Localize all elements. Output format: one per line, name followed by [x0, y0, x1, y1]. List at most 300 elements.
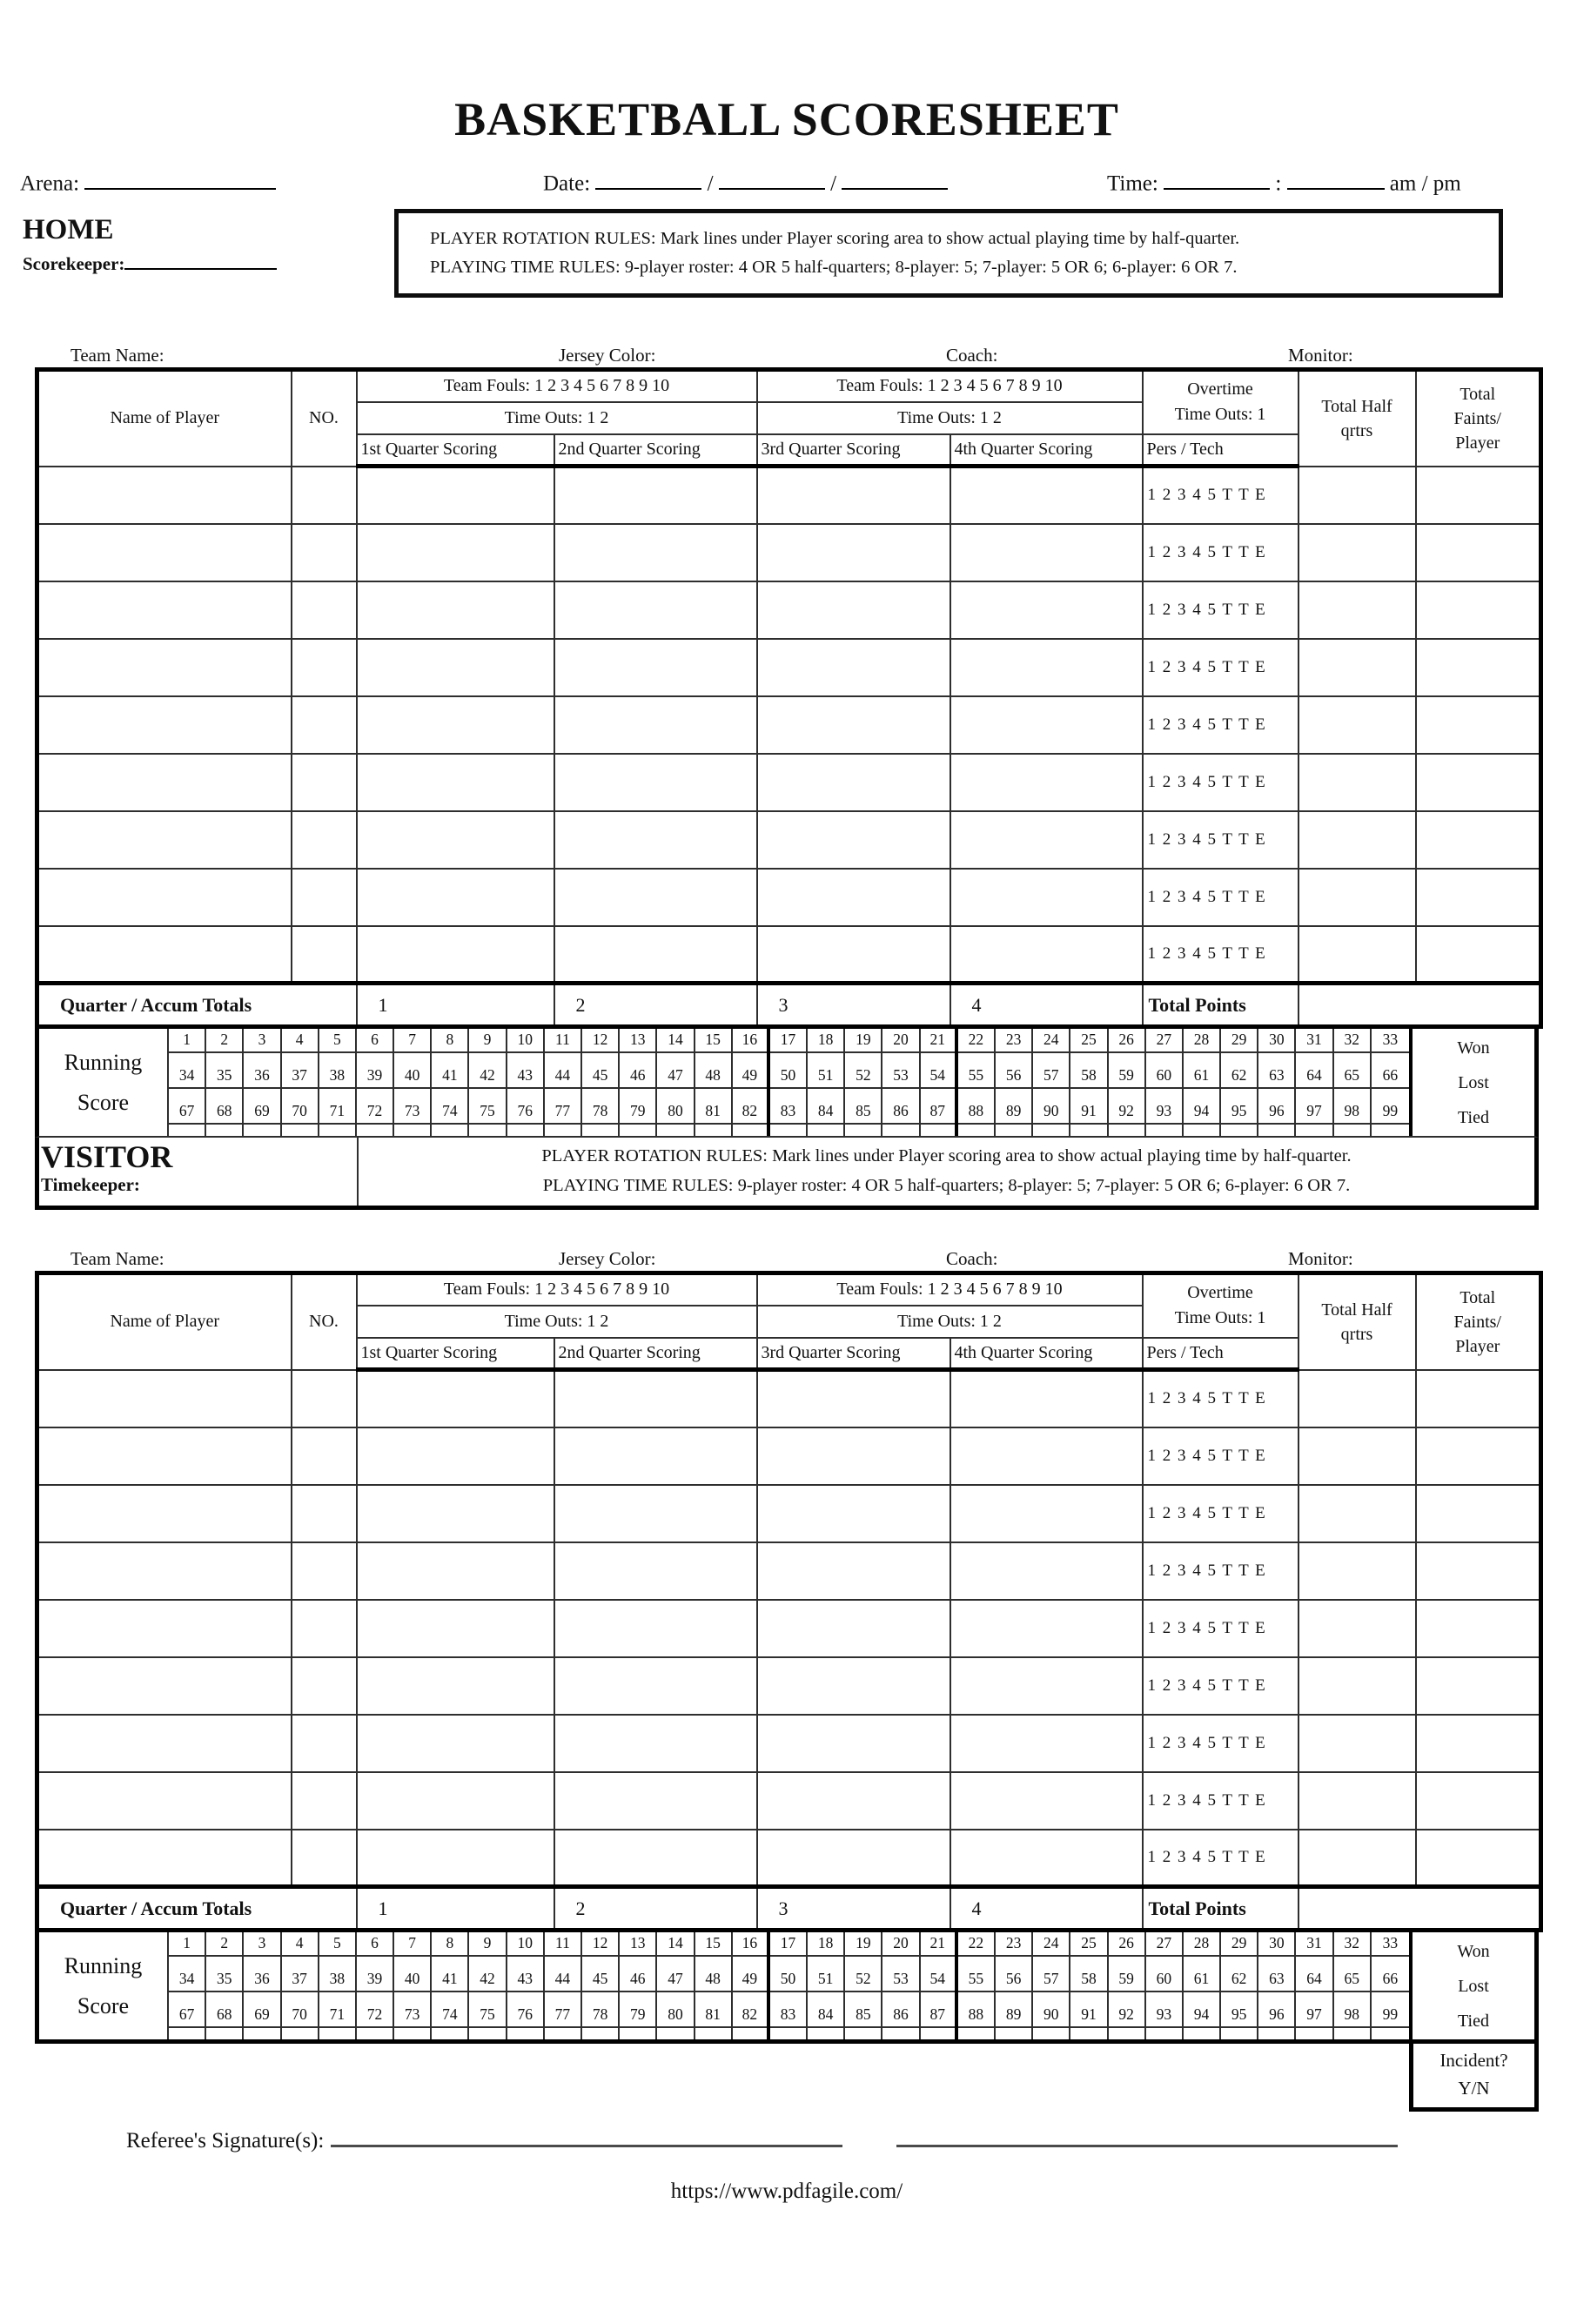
running-score-cell[interactable]: 77 [545, 2004, 582, 2039]
running-score-cell[interactable]: 2 [206, 1029, 244, 1065]
running-score-cell[interactable]: 76 [507, 1100, 545, 1136]
q4-scoring-cell[interactable] [950, 581, 1143, 639]
running-score-cell[interactable]: 27 [1146, 1932, 1184, 1968]
running-score-cell[interactable]: 48 [695, 1968, 733, 2004]
quarter-1-total-cell[interactable]: 1 [357, 1887, 554, 1931]
running-score-cell[interactable]: 31 [1296, 1932, 1333, 1968]
player-name-cell[interactable] [37, 581, 292, 639]
running-score-cell[interactable]: 91 [1070, 2004, 1108, 2039]
player-no-cell[interactable] [292, 811, 357, 869]
total-faints-cell[interactable] [1416, 1772, 1541, 1830]
running-score-cell[interactable]: 30 [1258, 1932, 1296, 1968]
running-score-cell[interactable]: 32 [1334, 1932, 1372, 1968]
total-half-cell[interactable] [1299, 581, 1416, 639]
pers-tech-cell[interactable]: 1 2 3 4 5 T T E [1143, 926, 1299, 984]
q4-scoring-cell[interactable] [950, 1830, 1143, 1887]
lost-label[interactable]: Lost [1458, 1072, 1489, 1092]
total-faints-cell[interactable] [1416, 524, 1541, 581]
player-name-cell[interactable] [37, 639, 292, 696]
q3-scoring-cell[interactable] [757, 1370, 950, 1427]
running-score-cell[interactable]: 14 [657, 1932, 695, 1968]
pers-tech-cell[interactable]: 1 2 3 4 5 T T E [1143, 639, 1299, 696]
running-score-cell[interactable]: 39 [357, 1065, 394, 1100]
running-score-cell[interactable]: 33 [1372, 1932, 1409, 1968]
q3-scoring-cell[interactable] [757, 1830, 950, 1887]
quarter-2-total-cell[interactable]: 2 [554, 1887, 757, 1931]
player-name-cell[interactable] [37, 1427, 292, 1485]
q1-scoring-cell[interactable] [357, 1600, 554, 1657]
running-score-cell[interactable]: 29 [1221, 1932, 1258, 1968]
q1-scoring-cell[interactable] [357, 1370, 554, 1427]
q2-scoring-cell[interactable] [554, 524, 757, 581]
date-month-blank[interactable] [595, 167, 701, 190]
running-score-cell[interactable]: 45 [582, 1968, 620, 2004]
running-score-cell[interactable]: 70 [282, 2004, 319, 2039]
q2-scoring-cell[interactable] [554, 1542, 757, 1600]
q1-scoring-cell[interactable] [357, 639, 554, 696]
running-score-cell[interactable]: 90 [1033, 2004, 1070, 2039]
q4-scoring-cell[interactable] [950, 811, 1143, 869]
running-score-cell[interactable]: 40 [394, 1968, 432, 2004]
running-score-cell[interactable]: 95 [1221, 2004, 1258, 2039]
total-half-cell[interactable] [1299, 1600, 1416, 1657]
incident-box[interactable] [1409, 2044, 1539, 2112]
q4-scoring-cell[interactable] [950, 1657, 1143, 1715]
running-score-cell[interactable]: 19 [845, 1932, 882, 1968]
total-faints-cell[interactable] [1416, 1657, 1541, 1715]
total-points-cell[interactable] [1299, 1887, 1541, 1931]
pers-tech-cell[interactable]: 1 2 3 4 5 T T E [1143, 1600, 1299, 1657]
running-score-cell[interactable]: 98 [1334, 1100, 1372, 1136]
q3-scoring-cell[interactable] [757, 467, 950, 524]
won-label[interactable]: Won [1457, 1038, 1490, 1058]
total-faints-cell[interactable] [1416, 754, 1541, 811]
running-score-cell[interactable]: 14 [657, 1029, 695, 1065]
q3-scoring-cell[interactable] [757, 1427, 950, 1485]
running-score-cell[interactable]: 41 [432, 1065, 469, 1100]
player-name-cell[interactable] [37, 1370, 292, 1427]
total-half-cell[interactable] [1299, 926, 1416, 984]
running-score-cell[interactable]: 47 [657, 1968, 695, 2004]
running-score-cell[interactable]: 8 [432, 1932, 469, 1968]
running-score-cell[interactable]: 61 [1184, 1065, 1221, 1100]
player-name-cell[interactable] [37, 1600, 292, 1657]
running-score-cell[interactable]: 58 [1070, 1065, 1108, 1100]
running-score-cell[interactable]: 63 [1258, 1065, 1296, 1100]
running-score-cell[interactable]: 26 [1109, 1932, 1146, 1968]
q4-scoring-cell[interactable] [950, 1772, 1143, 1830]
running-score-cell[interactable]: 66 [1372, 1065, 1409, 1100]
running-score-cell[interactable]: 23 [996, 1029, 1033, 1065]
pers-tech-cell[interactable]: 1 2 3 4 5 T T E [1143, 1542, 1299, 1600]
q3-scoring-cell[interactable] [757, 1715, 950, 1772]
player-name-cell[interactable] [37, 1715, 292, 1772]
running-score-cell[interactable]: 16 [733, 1932, 770, 1968]
running-score-cell[interactable]: 15 [695, 1932, 733, 1968]
q4-scoring-cell[interactable] [950, 869, 1143, 926]
total-points-cell[interactable] [1299, 984, 1541, 1027]
running-score-cell[interactable]: 8 [432, 1029, 469, 1065]
total-faints-cell[interactable] [1416, 639, 1541, 696]
running-score-cell[interactable]: 62 [1221, 1065, 1258, 1100]
running-score-cell[interactable]: 81 [695, 2004, 733, 2039]
running-score-cell[interactable]: 38 [319, 1968, 357, 2004]
running-score-cell[interactable]: 7 [394, 1029, 432, 1065]
running-score-cell[interactable]: 4 [282, 1029, 319, 1065]
q3-scoring-cell[interactable] [757, 869, 950, 926]
running-score-cell[interactable]: 69 [244, 2004, 281, 2039]
running-score-cell[interactable]: 46 [620, 1968, 657, 2004]
running-score-cell[interactable]: 64 [1296, 1968, 1333, 2004]
running-score-cell[interactable]: 88 [958, 1100, 996, 1136]
q1-scoring-cell[interactable] [357, 581, 554, 639]
total-half-cell[interactable] [1299, 1370, 1416, 1427]
quarter-4-total-cell[interactable]: 4 [950, 984, 1143, 1027]
player-no-cell[interactable] [292, 926, 357, 984]
player-name-cell[interactable] [37, 467, 292, 524]
q3-scoring-cell[interactable] [757, 926, 950, 984]
running-score-cell[interactable]: 60 [1146, 1968, 1184, 2004]
q2-scoring-cell[interactable] [554, 1370, 757, 1427]
player-no-cell[interactable] [292, 696, 357, 754]
running-score-cell[interactable]: 86 [882, 2004, 920, 2039]
running-score-cell[interactable]: 25 [1070, 1932, 1108, 1968]
pers-tech-cell[interactable]: 1 2 3 4 5 T T E [1143, 524, 1299, 581]
running-score-cell[interactable]: 55 [958, 1968, 996, 2004]
running-score-cell[interactable]: 59 [1109, 1968, 1146, 2004]
running-score-cell[interactable]: 10 [507, 1932, 545, 1968]
running-score-cell[interactable]: 34 [169, 1968, 206, 2004]
date-year-blank[interactable] [842, 167, 948, 190]
running-score-cell[interactable]: 11 [545, 1029, 582, 1065]
running-score-cell[interactable]: 53 [882, 1968, 920, 2004]
running-score-cell[interactable]: 93 [1146, 1100, 1184, 1136]
q4-scoring-cell[interactable] [950, 467, 1143, 524]
q4-scoring-cell[interactable] [950, 639, 1143, 696]
running-score-cell[interactable]: 84 [808, 1100, 845, 1136]
total-half-cell[interactable] [1299, 754, 1416, 811]
q4-scoring-cell[interactable] [950, 1542, 1143, 1600]
player-no-cell[interactable] [292, 869, 357, 926]
running-score-cell[interactable]: 68 [206, 2004, 244, 2039]
running-score-cell[interactable]: 2 [206, 1932, 244, 1968]
running-score-cell[interactable]: 28 [1184, 1029, 1221, 1065]
total-half-cell[interactable] [1299, 869, 1416, 926]
q4-scoring-cell[interactable] [950, 1715, 1143, 1772]
q4-scoring-cell[interactable] [950, 524, 1143, 581]
running-score-cell[interactable]: 17 [770, 1029, 808, 1065]
scorekeeper-blank-line[interactable] [124, 251, 277, 270]
total-faints-cell[interactable] [1416, 869, 1541, 926]
running-score-cell[interactable]: 65 [1334, 1065, 1372, 1100]
player-name-cell[interactable] [37, 926, 292, 984]
running-score-cell[interactable]: 99 [1372, 1100, 1409, 1136]
running-score-cell[interactable]: 82 [733, 2004, 770, 2039]
total-half-cell[interactable] [1299, 524, 1416, 581]
running-score-cell[interactable]: 57 [1033, 1968, 1070, 2004]
total-half-cell[interactable] [1299, 1657, 1416, 1715]
q2-scoring-cell[interactable] [554, 1485, 757, 1542]
running-score-cell[interactable]: 74 [432, 1100, 469, 1136]
q1-scoring-cell[interactable] [357, 1830, 554, 1887]
q3-scoring-cell[interactable] [757, 1542, 950, 1600]
player-no-cell[interactable] [292, 754, 357, 811]
running-score-cell[interactable]: 42 [469, 1968, 507, 2004]
q3-scoring-cell[interactable] [757, 639, 950, 696]
total-faints-cell[interactable] [1416, 1370, 1541, 1427]
running-score-cell[interactable]: 93 [1146, 2004, 1184, 2039]
player-no-cell[interactable] [292, 1485, 357, 1542]
running-score-cell[interactable]: 20 [882, 1029, 920, 1065]
time-minute-blank[interactable] [1287, 167, 1385, 190]
player-no-cell[interactable] [292, 467, 357, 524]
running-score-cell[interactable]: 89 [996, 2004, 1033, 2039]
player-name-cell[interactable] [37, 1830, 292, 1887]
date-day-blank[interactable] [719, 167, 825, 190]
running-score-cell[interactable]: 85 [845, 2004, 882, 2039]
running-score-cell[interactable]: 44 [545, 1065, 582, 1100]
tied-label[interactable]: Tied [1458, 1107, 1489, 1127]
running-score-cell[interactable]: 4 [282, 1932, 319, 1968]
running-score-cell[interactable]: 85 [845, 1100, 882, 1136]
running-score-cell[interactable]: 80 [657, 1100, 695, 1136]
running-score-cell[interactable]: 98 [1334, 2004, 1372, 2039]
q2-scoring-cell[interactable] [554, 926, 757, 984]
running-score-cell[interactable]: 3 [244, 1029, 281, 1065]
running-score-cell[interactable]: 18 [808, 1029, 845, 1065]
running-score-cell[interactable]: 21 [921, 1029, 958, 1065]
q2-scoring-cell[interactable] [554, 869, 757, 926]
q3-scoring-cell[interactable] [757, 754, 950, 811]
q1-scoring-cell[interactable] [357, 524, 554, 581]
running-score-cell[interactable]: 67 [169, 2004, 206, 2039]
running-score-cell[interactable]: 25 [1070, 1029, 1108, 1065]
running-score-cell[interactable]: 44 [545, 1968, 582, 2004]
running-score-cell[interactable]: 63 [1258, 1968, 1296, 2004]
running-score-cell[interactable]: 13 [620, 1932, 657, 1968]
running-score-cell[interactable]: 92 [1109, 1100, 1146, 1136]
running-score-cell[interactable]: 40 [394, 1065, 432, 1100]
q4-scoring-cell[interactable] [950, 926, 1143, 984]
running-score-cell[interactable]: 12 [582, 1029, 620, 1065]
pers-tech-cell[interactable]: 1 2 3 4 5 T T E [1143, 869, 1299, 926]
q4-scoring-cell[interactable] [950, 754, 1143, 811]
pers-tech-cell[interactable]: 1 2 3 4 5 T T E [1143, 1657, 1299, 1715]
time-hour-blank[interactable] [1164, 167, 1270, 190]
player-no-cell[interactable] [292, 1772, 357, 1830]
running-score-cell[interactable]: 46 [620, 1065, 657, 1100]
running-score-cell[interactable]: 51 [808, 1968, 845, 2004]
player-no-cell[interactable] [292, 1542, 357, 1600]
running-score-cell[interactable]: 88 [958, 2004, 996, 2039]
running-score-cell[interactable]: 41 [432, 1968, 469, 2004]
running-score-cell[interactable]: 35 [206, 1968, 244, 2004]
running-score-cell[interactable]: 57 [1033, 1065, 1070, 1100]
total-half-cell[interactable] [1299, 1427, 1416, 1485]
pers-tech-cell[interactable]: 1 2 3 4 5 T T E [1143, 811, 1299, 869]
running-score-cell[interactable]: 71 [319, 1100, 357, 1136]
running-score-cell[interactable]: 91 [1070, 1100, 1108, 1136]
lost-label[interactable]: Lost [1458, 1976, 1489, 1996]
quarter-3-total-cell[interactable]: 3 [757, 984, 950, 1027]
running-score-cell[interactable]: 80 [657, 2004, 695, 2039]
running-score-cell[interactable]: 22 [958, 1029, 996, 1065]
running-score-cell[interactable]: 9 [469, 1932, 507, 1968]
running-score-cell[interactable]: 50 [770, 1065, 808, 1100]
quarter-1-total-cell[interactable]: 1 [357, 984, 554, 1027]
running-score-cell[interactable]: 32 [1334, 1029, 1372, 1065]
running-score-cell[interactable]: 70 [282, 1100, 319, 1136]
running-score-cell[interactable]: 97 [1296, 1100, 1333, 1136]
q4-scoring-cell[interactable] [950, 1370, 1143, 1427]
q3-scoring-cell[interactable] [757, 581, 950, 639]
running-score-cell[interactable]: 5 [319, 1932, 357, 1968]
player-name-cell[interactable] [37, 696, 292, 754]
running-score-cell[interactable]: 24 [1033, 1932, 1070, 1968]
running-score-cell[interactable]: 75 [469, 1100, 507, 1136]
running-score-cell[interactable]: 36 [244, 1968, 281, 2004]
running-score-cell[interactable]: 39 [357, 1968, 394, 2004]
total-faints-cell[interactable] [1416, 926, 1541, 984]
running-score-cell[interactable]: 5 [319, 1029, 357, 1065]
q2-scoring-cell[interactable] [554, 639, 757, 696]
running-score-cell[interactable]: 65 [1334, 1968, 1372, 2004]
running-score-cell[interactable]: 9 [469, 1029, 507, 1065]
q2-scoring-cell[interactable] [554, 1427, 757, 1485]
running-score-cell[interactable]: 94 [1184, 1100, 1221, 1136]
q2-scoring-cell[interactable] [554, 754, 757, 811]
running-score-cell[interactable]: 17 [770, 1932, 808, 1968]
running-score-cell[interactable]: 84 [808, 2004, 845, 2039]
player-name-cell[interactable] [37, 869, 292, 926]
won-label[interactable]: Won [1457, 1941, 1490, 1961]
running-score-cell[interactable]: 16 [733, 1029, 770, 1065]
q4-scoring-cell[interactable] [950, 1427, 1143, 1485]
total-half-cell[interactable] [1299, 639, 1416, 696]
running-score-cell[interactable]: 72 [357, 2004, 394, 2039]
q3-scoring-cell[interactable] [757, 1657, 950, 1715]
running-score-cell[interactable]: 95 [1221, 1100, 1258, 1136]
total-half-cell[interactable] [1299, 1715, 1416, 1772]
q4-scoring-cell[interactable] [950, 1485, 1143, 1542]
q1-scoring-cell[interactable] [357, 1657, 554, 1715]
running-score-cell[interactable]: 55 [958, 1065, 996, 1100]
total-half-cell[interactable] [1299, 811, 1416, 869]
q1-scoring-cell[interactable] [357, 1772, 554, 1830]
player-name-cell[interactable] [37, 1772, 292, 1830]
player-name-cell[interactable] [37, 811, 292, 869]
total-faints-cell[interactable] [1416, 811, 1541, 869]
total-faints-cell[interactable] [1416, 1542, 1541, 1600]
running-score-cell[interactable]: 90 [1033, 1100, 1070, 1136]
tied-label[interactable]: Tied [1458, 2011, 1489, 2031]
running-score-cell[interactable]: 56 [996, 1065, 1033, 1100]
q3-scoring-cell[interactable] [757, 811, 950, 869]
running-score-cell[interactable]: 79 [620, 1100, 657, 1136]
running-score-cell[interactable]: 11 [545, 1932, 582, 1968]
q2-scoring-cell[interactable] [554, 581, 757, 639]
q1-scoring-cell[interactable] [357, 467, 554, 524]
q3-scoring-cell[interactable] [757, 696, 950, 754]
running-score-cell[interactable]: 26 [1109, 1029, 1146, 1065]
running-score-cell[interactable]: 83 [770, 2004, 808, 2039]
running-score-cell[interactable]: 96 [1258, 1100, 1296, 1136]
total-half-cell[interactable] [1299, 467, 1416, 524]
q1-scoring-cell[interactable] [357, 1715, 554, 1772]
player-no-cell[interactable] [292, 1830, 357, 1887]
pers-tech-cell[interactable]: 1 2 3 4 5 T T E [1143, 1715, 1299, 1772]
running-score-cell[interactable]: 36 [244, 1065, 281, 1100]
pers-tech-cell[interactable]: 1 2 3 4 5 T T E [1143, 1772, 1299, 1830]
running-score-cell[interactable]: 18 [808, 1932, 845, 1968]
running-score-cell[interactable]: 77 [545, 1100, 582, 1136]
pers-tech-cell[interactable]: 1 2 3 4 5 T T E [1143, 467, 1299, 524]
running-score-cell[interactable]: 83 [770, 1100, 808, 1136]
running-score-cell[interactable]: 31 [1296, 1029, 1333, 1065]
running-score-cell[interactable]: 27 [1146, 1029, 1184, 1065]
running-score-cell[interactable]: 86 [882, 1100, 920, 1136]
q1-scoring-cell[interactable] [357, 869, 554, 926]
running-score-cell[interactable]: 28 [1184, 1932, 1221, 1968]
player-name-cell[interactable] [37, 754, 292, 811]
pers-tech-cell[interactable]: 1 2 3 4 5 T T E [1143, 1830, 1299, 1887]
running-score-cell[interactable]: 68 [206, 1100, 244, 1136]
running-score-cell[interactable]: 71 [319, 2004, 357, 2039]
arena-blank-line[interactable] [84, 167, 276, 190]
running-score-cell[interactable]: 6 [357, 1932, 394, 1968]
q3-scoring-cell[interactable] [757, 1600, 950, 1657]
running-score-cell[interactable]: 10 [507, 1029, 545, 1065]
running-score-cell[interactable]: 66 [1372, 1968, 1409, 2004]
q1-scoring-cell[interactable] [357, 1485, 554, 1542]
running-score-cell[interactable]: 52 [845, 1968, 882, 2004]
running-score-cell[interactable]: 38 [319, 1065, 357, 1100]
total-faints-cell[interactable] [1416, 1485, 1541, 1542]
running-score-cell[interactable]: 69 [244, 1100, 281, 1136]
q1-scoring-cell[interactable] [357, 1542, 554, 1600]
running-score-cell[interactable]: 92 [1109, 2004, 1146, 2039]
running-score-cell[interactable]: 43 [507, 1968, 545, 2004]
q1-scoring-cell[interactable] [357, 1427, 554, 1485]
total-half-cell[interactable] [1299, 1772, 1416, 1830]
running-score-cell[interactable]: 42 [469, 1065, 507, 1100]
running-score-cell[interactable]: 37 [282, 1065, 319, 1100]
running-score-cell[interactable]: 58 [1070, 1968, 1108, 2004]
running-score-cell[interactable]: 48 [695, 1065, 733, 1100]
pers-tech-cell[interactable]: 1 2 3 4 5 T T E [1143, 1485, 1299, 1542]
running-score-cell[interactable]: 82 [733, 1100, 770, 1136]
total-faints-cell[interactable] [1416, 467, 1541, 524]
running-score-cell[interactable]: 56 [996, 1968, 1033, 2004]
player-no-cell[interactable] [292, 1427, 357, 1485]
running-score-cell[interactable]: 81 [695, 1100, 733, 1136]
running-score-cell[interactable]: 76 [507, 2004, 545, 2039]
running-score-cell[interactable]: 51 [808, 1065, 845, 1100]
player-name-cell[interactable] [37, 1657, 292, 1715]
total-half-cell[interactable] [1299, 696, 1416, 754]
player-no-cell[interactable] [292, 1600, 357, 1657]
quarter-4-total-cell[interactable]: 4 [950, 1887, 1143, 1931]
running-score-cell[interactable]: 45 [582, 1065, 620, 1100]
running-score-cell[interactable]: 1 [169, 1932, 206, 1968]
running-score-cell[interactable]: 30 [1258, 1029, 1296, 1065]
running-score-cell[interactable]: 74 [432, 2004, 469, 2039]
total-faints-cell[interactable] [1416, 1830, 1541, 1887]
total-half-cell[interactable] [1299, 1542, 1416, 1600]
running-score-cell[interactable]: 50 [770, 1968, 808, 2004]
player-no-cell[interactable] [292, 1657, 357, 1715]
running-score-cell[interactable]: 23 [996, 1932, 1033, 1968]
